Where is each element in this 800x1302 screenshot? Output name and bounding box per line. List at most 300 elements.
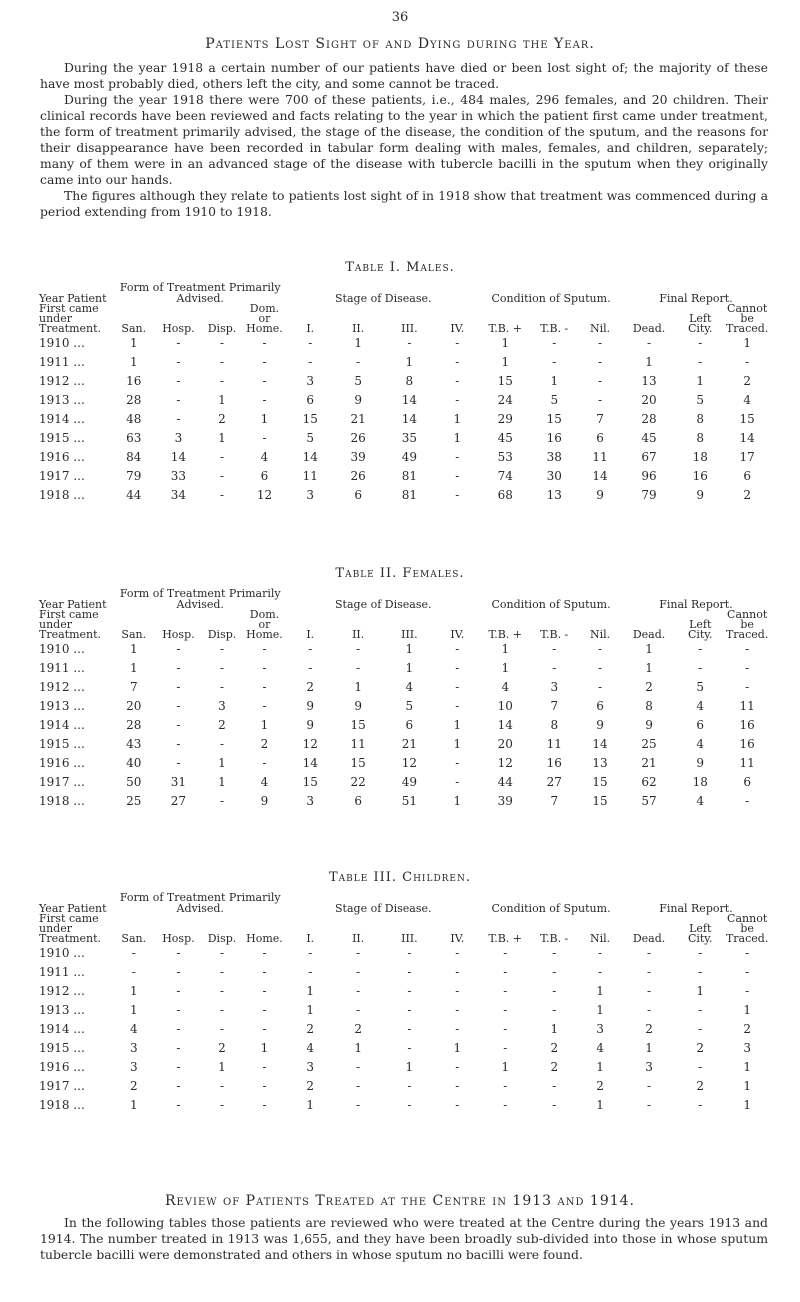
header-year: Year Patient xyxy=(39,598,107,611)
table-cell: 1 xyxy=(596,1003,604,1017)
table-cell: 1 xyxy=(596,984,604,998)
column-header xyxy=(531,304,577,314)
column-header xyxy=(287,304,333,314)
table-cell: 1 xyxy=(405,642,414,656)
table-cell: 1 xyxy=(453,431,462,445)
table-cell: 9 xyxy=(354,393,362,407)
table-cell: 1 xyxy=(743,1098,751,1112)
table-cell: 9 xyxy=(306,699,315,713)
table-cell: 11 xyxy=(592,450,608,464)
header-sputum-group: Condition of Sputum. xyxy=(491,902,611,915)
column-header xyxy=(383,610,435,620)
table-cell: 1 xyxy=(129,336,138,350)
column-header: Traced. xyxy=(725,932,769,945)
table-cell: - xyxy=(407,1098,412,1112)
table-cell: 29 xyxy=(497,412,513,426)
table-cell: 4 xyxy=(129,1022,138,1036)
table-cell: 1 xyxy=(501,661,510,675)
table-cell: - xyxy=(745,355,750,369)
header-sputum-group: Condition of Sputum. xyxy=(491,292,611,305)
table-cell: 1 xyxy=(306,1098,315,1112)
table-cell: 4 xyxy=(743,393,751,407)
table-cell: - xyxy=(745,946,750,960)
table-cell: 4 xyxy=(501,680,510,694)
table-cell: 96 xyxy=(641,469,657,483)
table-row xyxy=(39,792,769,811)
table-cell: 11 xyxy=(350,737,366,751)
column-header: Left xyxy=(689,312,712,325)
table-cell: - xyxy=(455,642,460,656)
table-cell: 1 xyxy=(129,1098,138,1112)
table-cell: 1 xyxy=(696,984,705,998)
table-cell: - xyxy=(552,965,557,979)
table-cell: - xyxy=(176,946,181,960)
table-cell: 1 xyxy=(453,794,462,808)
table-cell: 3 xyxy=(129,1041,138,1055)
table-cell: 21 xyxy=(350,412,366,426)
table-cell: - xyxy=(455,1079,460,1093)
table-cell: - xyxy=(455,946,460,960)
table-cell: - xyxy=(176,984,181,998)
table-cell: 38 xyxy=(546,450,562,464)
table-cell: - xyxy=(455,1003,460,1017)
column-header: or xyxy=(258,618,271,631)
review-title: Review of Patients Treated at the Centre in 1913 and 1914. xyxy=(164,1193,636,1209)
column-header: I. xyxy=(306,932,315,945)
header-year: Treatment. xyxy=(39,628,102,641)
table-cell: 4 xyxy=(306,1041,315,1055)
table-cell: - xyxy=(176,642,181,656)
table-cell: 1 xyxy=(129,661,138,675)
table-cell: - xyxy=(176,393,181,407)
column-header xyxy=(479,914,531,924)
table-cell: 67 xyxy=(641,450,657,464)
table-cell: 8 xyxy=(405,374,414,388)
year-cell: 1914 ... xyxy=(39,412,85,426)
table-cell: 1 xyxy=(260,718,269,732)
table-cell: - xyxy=(455,336,460,350)
table-cell: - xyxy=(407,1022,412,1036)
column-header xyxy=(577,304,623,314)
table-cell: 6 xyxy=(743,775,751,789)
column-header xyxy=(436,610,480,620)
column-header: I. xyxy=(306,322,315,335)
table-cell: 21 xyxy=(401,737,418,751)
table-cell: - xyxy=(219,680,225,694)
table-cell: 2 xyxy=(218,718,226,732)
table-cell: - xyxy=(176,680,181,694)
table-cell: - xyxy=(219,965,225,979)
table-row xyxy=(39,372,769,391)
table-row xyxy=(39,963,769,982)
table-cell: - xyxy=(219,737,225,751)
table-cell: - xyxy=(698,1003,703,1017)
table-cell: - xyxy=(647,965,652,979)
column-header: II. xyxy=(352,932,365,945)
column-header: Nil. xyxy=(589,322,611,335)
column-header xyxy=(154,304,202,314)
table-cell: 1 xyxy=(453,1041,462,1055)
table-cell: 1 xyxy=(218,393,226,407)
table-cell: 63 xyxy=(126,431,142,445)
table-cell: - xyxy=(262,1022,267,1036)
table-cell: - xyxy=(356,1079,361,1093)
table-cell: - xyxy=(598,374,603,388)
intro-paragraph: During the year 1918 a certain number of our patients have died or been lost sight of; the majority of these have most probably died, others left the city, and some cannot be traced. xyxy=(40,60,768,91)
table-cell: - xyxy=(262,393,267,407)
table-cell: - xyxy=(308,355,313,369)
table-cell: 39 xyxy=(350,450,366,464)
table-cell: 18 xyxy=(692,450,708,464)
table-cell: 6 xyxy=(596,699,604,713)
column-header: Cannot xyxy=(727,912,768,925)
table-cell: - xyxy=(455,393,460,407)
column-header: be xyxy=(740,312,754,325)
header-sputum-group: Condition of Sputum. xyxy=(491,598,611,611)
table-cell: 2 xyxy=(260,737,269,751)
table-cell: - xyxy=(219,794,225,808)
table-cell: - xyxy=(219,450,225,464)
table-cell: - xyxy=(455,450,460,464)
table-cell: 2 xyxy=(218,412,226,426)
table-cell: 14 xyxy=(302,450,318,464)
table-cell: 74 xyxy=(497,469,513,483)
table-cell: 11 xyxy=(302,469,318,483)
table-cell: - xyxy=(308,336,313,350)
column-header: Hosp. xyxy=(162,322,195,335)
table-cell: 9 xyxy=(645,718,653,732)
column-header xyxy=(531,914,577,924)
table-cell: 4 xyxy=(405,680,414,694)
column-header xyxy=(333,914,383,924)
table-cell: 9 xyxy=(260,794,269,808)
table-row xyxy=(39,716,769,735)
table-cell: 8 xyxy=(696,412,705,426)
column-header: Cannot xyxy=(727,302,768,315)
table-cell: - xyxy=(552,1098,557,1112)
table-cell: 3 xyxy=(645,1060,653,1074)
table-cell: - xyxy=(698,946,703,960)
table-cell: - xyxy=(219,661,225,675)
table-cell: - xyxy=(455,965,460,979)
column-header: Dead. xyxy=(632,322,666,335)
header-year: Year Patient xyxy=(39,292,107,305)
table-cell: - xyxy=(552,336,557,350)
table-cell: 53 xyxy=(497,450,513,464)
column-header: Traced. xyxy=(725,628,769,641)
table-cell: - xyxy=(176,1079,181,1093)
table-cell: - xyxy=(647,336,652,350)
table-cell: 2 xyxy=(645,680,653,694)
table-cell: 68 xyxy=(497,488,513,502)
year-cell: 1912 ... xyxy=(39,374,85,388)
table-cell: 1 xyxy=(354,1041,362,1055)
column-header xyxy=(287,914,333,924)
table-cell: - xyxy=(131,946,136,960)
table-cell: 1 xyxy=(743,1060,751,1074)
table-cell: 4 xyxy=(696,737,705,751)
table-cell: - xyxy=(407,984,412,998)
year-cell: 1918 ... xyxy=(39,794,85,808)
column-header xyxy=(242,914,288,924)
table-cell: - xyxy=(647,946,652,960)
table-cell: - xyxy=(503,965,508,979)
table-cell: - xyxy=(503,1003,508,1017)
column-header xyxy=(333,610,383,620)
table-cell: - xyxy=(262,374,267,388)
column-header: San. xyxy=(121,932,147,945)
table-cell: 50 xyxy=(126,775,142,789)
column-header: Disp. xyxy=(207,322,237,335)
table-cell: - xyxy=(308,965,313,979)
table-cell: 4 xyxy=(260,450,269,464)
column-header xyxy=(436,914,480,924)
table-cell: 5 xyxy=(550,393,559,407)
table-cell: 17 xyxy=(739,450,755,464)
table-cell: 15 xyxy=(350,756,366,770)
table-cell: 15 xyxy=(350,718,366,732)
table-cell: 1 xyxy=(501,642,510,656)
table-cell: 1 xyxy=(306,1003,315,1017)
table-cell: - xyxy=(262,661,267,675)
table-cell: 43 xyxy=(126,737,142,751)
column-header xyxy=(479,610,531,620)
table-cell: - xyxy=(219,642,225,656)
table-cell: 79 xyxy=(126,469,142,483)
table-cell: 1 xyxy=(596,1098,604,1112)
table-cell: 1 xyxy=(550,374,559,388)
table-females xyxy=(39,588,769,811)
year-cell: 1910 ... xyxy=(39,336,85,350)
year-cell: 1918 ... xyxy=(39,488,85,502)
table-cell: 1 xyxy=(354,336,362,350)
table-cell: - xyxy=(308,661,313,675)
table-cell: - xyxy=(552,1079,557,1093)
table-cell: 1 xyxy=(501,355,510,369)
table-cell: 4 xyxy=(696,794,705,808)
table-cell: - xyxy=(262,336,267,350)
table-cell: 81 xyxy=(401,469,418,483)
table-cell: 1 xyxy=(218,756,226,770)
table-cell: 1 xyxy=(645,355,653,369)
table-cell: 1 xyxy=(743,336,751,350)
table-cell: 3 xyxy=(306,488,315,502)
table-row xyxy=(39,773,769,792)
table-cell: 3 xyxy=(306,794,315,808)
column-header: be xyxy=(740,618,754,631)
table-cell: - xyxy=(598,946,603,960)
table-cell: 14 xyxy=(401,393,418,407)
table-cell: - xyxy=(745,661,750,675)
table-cell: 10 xyxy=(497,699,513,713)
column-header: II. xyxy=(352,322,365,335)
table-cell: 1 xyxy=(645,642,653,656)
table-cell: 8 xyxy=(550,718,559,732)
table-cell: - xyxy=(176,699,181,713)
table-cell: - xyxy=(262,642,267,656)
table-cell: 2 xyxy=(645,1022,653,1036)
column-header: T.B. + xyxy=(488,628,523,641)
table-cell: 6 xyxy=(354,794,362,808)
table-cell: - xyxy=(407,946,412,960)
table-cell: 1 xyxy=(453,737,462,751)
year-cell: 1911 ... xyxy=(39,965,85,979)
table-cell: 3 xyxy=(218,699,226,713)
table-cell: 1 xyxy=(129,984,138,998)
table-cell: 21 xyxy=(641,756,657,770)
table-cell: 22 xyxy=(350,775,366,789)
column-header xyxy=(479,304,531,314)
table-cell: 1 xyxy=(405,355,414,369)
column-header xyxy=(154,914,202,924)
table-cell: - xyxy=(455,775,460,789)
header-form-group: Form of Treatment Primarily Advised. xyxy=(119,891,281,915)
table-cell: - xyxy=(598,355,603,369)
table-cell: - xyxy=(176,355,181,369)
table-cell: - xyxy=(262,946,267,960)
column-header: City. xyxy=(687,932,713,945)
table-cell: - xyxy=(308,642,313,656)
table-cell: 2 xyxy=(743,374,751,388)
column-header: T.B. - xyxy=(540,322,569,335)
table-cell: 9 xyxy=(596,488,604,502)
year-cell: 1918 ... xyxy=(39,1098,85,1112)
year-cell: 1915 ... xyxy=(39,737,85,751)
header-form-group: Form of Treatment Primarily Advised. xyxy=(119,587,281,611)
table-cell: - xyxy=(745,984,750,998)
table-cell: 51 xyxy=(401,794,418,808)
table-row xyxy=(39,678,769,697)
table-cell: 3 xyxy=(174,431,183,445)
table-cell: 1 xyxy=(129,355,138,369)
table-cell: 15 xyxy=(592,794,608,808)
table-cell: 31 xyxy=(170,775,187,789)
intro-paragraph: During the year 1918 there were 700 of these patients, i.e., 484 males, 296 females, and 20 children. Their clinical records have been reviewed and facts relating to the year in which the patient first came under treatment, the form of treatment primarily advised, the stage of the disease, the condition of the sputum, and the reasons for their disappearance have been recorded in tabular form dealing with males, females, and children, separately; many of them were in an advanced stage of the disease with tubercle bacilli in the sputum when they originally came into our hands. xyxy=(40,92,768,187)
table-cell: 14 xyxy=(592,469,608,483)
table-cell: 26 xyxy=(350,469,366,483)
table-cell: 16 xyxy=(739,718,755,732)
table-cell: 49 xyxy=(401,775,418,789)
header-stage-group: Stage of Disease. xyxy=(335,292,432,305)
table-cell: - xyxy=(552,946,557,960)
table-cell: 45 xyxy=(641,431,657,445)
column-header: Home. xyxy=(246,932,283,945)
table-cell: 16 xyxy=(739,737,755,751)
table-males xyxy=(39,282,769,505)
header-final-group: Final Report. xyxy=(659,292,733,305)
column-header: Home. xyxy=(246,322,283,335)
table-cell: 2 xyxy=(696,1041,705,1055)
table-cell: 11 xyxy=(739,699,755,713)
table-cell: 1 xyxy=(260,1041,269,1055)
table-cell: - xyxy=(598,336,603,350)
column-header xyxy=(333,304,383,314)
table-cell: 12 xyxy=(497,756,513,770)
year-cell: 1913 ... xyxy=(39,1003,85,1017)
table-cell: 1 xyxy=(453,412,462,426)
column-header: Dom. xyxy=(249,302,280,315)
intro-paragraph: The figures although they relate to patients lost sight of in 1918 show that treatment was commenced during a period extending from 1910 to 1918. xyxy=(40,188,768,219)
column-header xyxy=(383,304,435,314)
table-cell: - xyxy=(356,1098,361,1112)
table-cell: - xyxy=(219,488,225,502)
table-cell: - xyxy=(552,642,557,656)
table-cell: - xyxy=(455,756,460,770)
table-row xyxy=(39,944,769,963)
table-title-children: Table III. Children. xyxy=(328,870,472,885)
table-cell: 1 xyxy=(354,680,362,694)
table-cell: - xyxy=(455,374,460,388)
table-row xyxy=(39,1039,769,1058)
table-cell: 34 xyxy=(170,488,187,502)
column-header: Dead. xyxy=(632,932,666,945)
column-header xyxy=(202,914,241,924)
table-cell: - xyxy=(219,374,225,388)
table-cell: - xyxy=(131,965,136,979)
table-cell: - xyxy=(356,355,361,369)
column-header: Disp. xyxy=(207,628,237,641)
table-cell: 20 xyxy=(497,737,513,751)
table-cell: 1 xyxy=(645,1041,653,1055)
table-cell: 79 xyxy=(641,488,657,502)
table-cell: - xyxy=(176,336,181,350)
table-cell: 7 xyxy=(596,412,604,426)
table-cell: 16 xyxy=(692,469,708,483)
table-cell: - xyxy=(455,661,460,675)
review-paragraph: In the following tables those patients are reviewed who were treated at the Centre during the years 1913 and 1914. The number treated in 1913 was 1,655, and they have been broadly sub-divided into those in whose sputum tubercle bacilli were demonstrated and others in whose sputum no bacilli were found. xyxy=(40,1215,768,1262)
header-year: under xyxy=(39,922,72,935)
year-cell: 1915 ... xyxy=(39,431,85,445)
table-cell: 14 xyxy=(302,756,318,770)
table-cell: 5 xyxy=(354,374,362,388)
table-cell: 20 xyxy=(126,699,142,713)
table-cell: - xyxy=(176,737,181,751)
intro-text xyxy=(40,60,768,220)
table-cell: 45 xyxy=(497,431,513,445)
column-header xyxy=(436,304,480,314)
table-cell: - xyxy=(219,1022,225,1036)
column-header xyxy=(623,914,675,924)
table-cell: 28 xyxy=(126,718,142,732)
column-header: Traced. xyxy=(725,322,769,335)
table-cell: - xyxy=(176,1060,181,1074)
table-cell: - xyxy=(598,965,603,979)
column-header: II. xyxy=(352,628,365,641)
table-cell: 1 xyxy=(129,1003,138,1017)
table-cell: 5 xyxy=(306,431,315,445)
column-header xyxy=(113,610,154,620)
table-cell: 3 xyxy=(129,1060,138,1074)
table-cell: 8 xyxy=(645,699,653,713)
table-cell: - xyxy=(176,965,181,979)
column-header: Cannot xyxy=(727,608,768,621)
table-cell: - xyxy=(356,984,361,998)
table-cell: 26 xyxy=(350,431,366,445)
table-cell: 14 xyxy=(592,737,608,751)
header-year: Treatment. xyxy=(39,932,102,945)
table-cell: 7 xyxy=(550,699,559,713)
table-cell: - xyxy=(219,1003,225,1017)
table-cell: - xyxy=(698,965,703,979)
table-cell: - xyxy=(407,1003,412,1017)
column-header: III. xyxy=(401,628,418,641)
table-cell: 1 xyxy=(645,661,653,675)
header-year: First came xyxy=(39,912,99,925)
table-cell: - xyxy=(219,469,225,483)
table-cell: 16 xyxy=(126,374,142,388)
table-cell: 2 xyxy=(743,1022,751,1036)
table-cell: 62 xyxy=(641,775,657,789)
